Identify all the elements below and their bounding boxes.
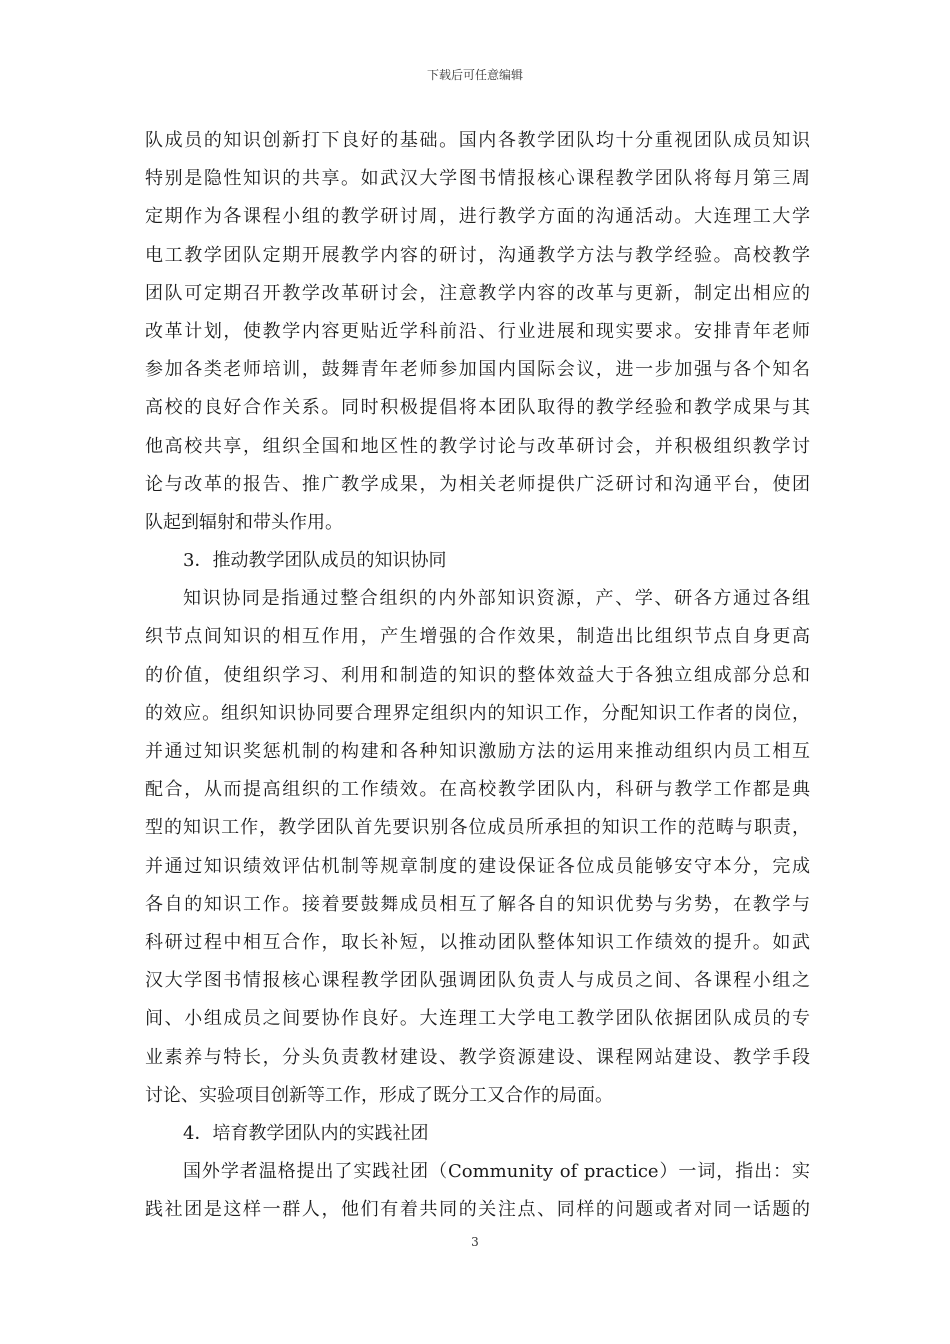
text-line: 业素养与特长，分头负责教材建设、教学资源建设、课程网站建设、教学手段 (145, 1046, 810, 1068)
text-line: 高校的良好合作关系。同时积极提倡将本团队取得的教学经验和教学成果与其 (145, 397, 810, 419)
paragraph-knowledge-sharing (145, 122, 810, 542)
page-header-note: 下载后可任意编辑 (426, 68, 523, 82)
text-line: 论与改革的报告、推广教学成果，为相关老师提供广泛研讨和沟通平台，使团 (145, 473, 810, 495)
text-line: 型的知识工作，教学团队首先要识别各位成员所承担的知识工作的范畴与职责， (145, 817, 810, 839)
paragraph-knowledge-collaboration (145, 580, 810, 1115)
text-line: 配合，从而提高组织的工作绩效。在高校教学团队内，科研与教学工作都是典 (145, 779, 810, 801)
text-line: 定期作为各课程小组的教学研讨周，进行教学方面的沟通活动。大连理工大学 (145, 206, 810, 228)
section-heading-4: 4．培育教学团队内的实践社团 (183, 1122, 429, 1144)
text-line: 队成员的知识创新打下良好的基础。国内各教学团队均十分重视团队成员知识 (145, 130, 810, 151)
text-line: 特别是隐性知识的共享。如武汉大学图书情报核心课程教学团队将每月第三周 (145, 168, 810, 190)
text-line: 织节点间知识的相互作用，产生增强的合作效果，制造出比组织节点自身更高 (145, 626, 810, 648)
text-line: 改革计划，使教学内容更贴近学科前沿、行业进展和现实要求。安排青年老师 (145, 320, 810, 342)
text-line: 电工教学团队定期开展教学内容的研讨，沟通教学方法与教学经验。高校教学 (145, 244, 810, 266)
text-line: 间、小组成员之间要协作良好。大连理工大学电工教学团队依据团队成员的专 (145, 1008, 810, 1030)
text-line: 并通过知识奖惩机制的构建和各种知识激励方法的运用来推动组织内员工相互 (145, 741, 810, 762)
paragraph-community-of-practice (145, 1153, 810, 1229)
document-body (145, 122, 810, 1229)
text-line: 国外学者温格提出了实践社团（Community of practice）一词，指出：实 (183, 1161, 810, 1183)
text-line: 各自的知识工作。接着要鼓舞成员相互了解各自的知识优势与劣势，在教学与 (145, 893, 810, 915)
text-line: 队起到辐射和带头作用。 (145, 511, 343, 533)
text-line: 参加各类老师培训，鼓舞青年老师参加国内国际会议，进一步加强与各个知名 (145, 359, 810, 381)
section-heading-3: 3．推动教学团队成员的知识协同 (183, 550, 447, 572)
text-line: 汉大学图书情报核心课程教学团队强调团队负责人与成员之间、各课程小组之 (145, 970, 810, 992)
text-line: 科研过程中相互合作，取长补短，以推动团队整体知识工作绩效的提升。如武 (145, 931, 810, 953)
text-line: 知识协同是指通过整合组织的内外部知识资源，产、学、研各方通过各组 (183, 588, 810, 610)
text-line: 的效应。组织知识协同要合理界定组织内的知识工作，分配知识工作者的岗位， (145, 702, 810, 724)
text-line: 讨论、实验项目创新等工作，形成了既分工又合作的局面。 (145, 1084, 613, 1106)
text-line: 并通过知识绩效评估机制等规章制度的建设保证各位成员能够安守本分，完成 (145, 855, 810, 877)
text-line: 团队可定期召开教学改革研讨会，注意教学内容的改革与更新，制定出相应的 (145, 282, 810, 304)
text-line: 的价值，使组织学习、利用和制造的知识的整体效益大于各独立组成部分总和 (145, 664, 810, 686)
page-number: 3 (471, 1235, 479, 1249)
text-line: 践社团是这样一群人，他们有着共同的关注点、同样的问题或者对同一话题的 (145, 1199, 810, 1221)
text-line: 他高校共享，组织全国和地区性的教学讨论与改革研讨会，并积极组织教学讨 (145, 435, 810, 457)
